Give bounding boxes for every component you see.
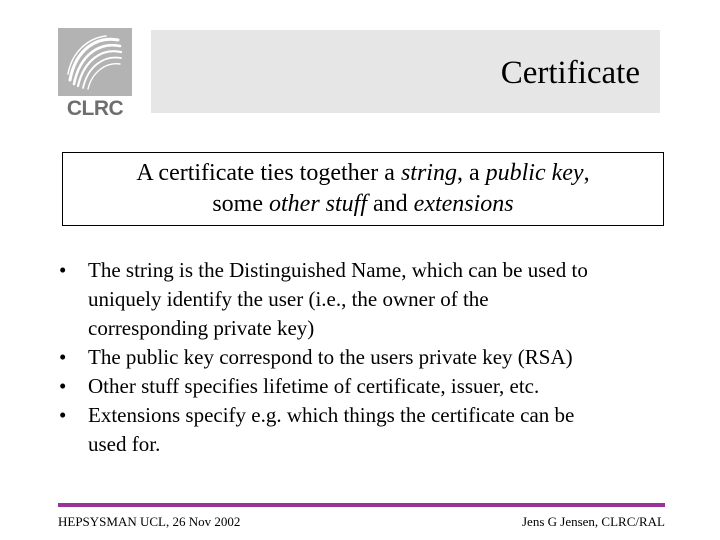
definition-box xyxy=(62,152,664,226)
definition-text: , a xyxy=(456,160,486,186)
definition-text: , xyxy=(583,160,590,186)
bullet-text-line: corresponding private key) xyxy=(88,316,315,340)
definition-text: and xyxy=(367,191,414,217)
bullet-marker: • xyxy=(59,258,67,282)
bullet-marker: • xyxy=(59,403,67,427)
bullet-text-line: used for. xyxy=(88,432,161,456)
bullet-marker: • xyxy=(59,374,67,398)
clrc-logo xyxy=(58,28,132,120)
bullet-marker: • xyxy=(59,345,67,369)
definition-line-1 xyxy=(63,158,663,189)
title-bar xyxy=(151,30,660,113)
bullet-item xyxy=(58,256,678,343)
bullet-item xyxy=(58,401,678,459)
footer-rule xyxy=(58,503,665,507)
bullet-text-line: The public key correspond to the users private key (RSA) xyxy=(88,345,573,369)
definition-term: extensions xyxy=(413,191,514,217)
bullet-item xyxy=(58,372,678,401)
bullet-list xyxy=(58,256,678,459)
definition-term: public key xyxy=(485,160,584,186)
bullet-text-line: The string is the Distinguished Name, which can be used to xyxy=(88,258,588,282)
slide-title: Certificate xyxy=(500,55,640,91)
footer-event: HEPSYSMAN UCL, 26 Nov 2002 xyxy=(58,514,241,529)
bullet-text-line: Extensions specify e.g. which things the certificate can be xyxy=(88,403,575,427)
logo-text: CLRC xyxy=(66,97,124,120)
bullet-item xyxy=(58,343,678,372)
bullet-text-line: uniquely identify the user (i.e., the owner of the xyxy=(88,287,489,311)
definition-text: A certificate ties together a xyxy=(136,160,401,186)
swirl-logo-icon xyxy=(58,28,132,96)
footer-author: Jens G Jensen, CLRC/RAL xyxy=(522,514,665,529)
definition-term: string xyxy=(400,160,457,186)
definition-term: other stuff xyxy=(269,191,368,217)
definition-text: some xyxy=(212,191,269,217)
bullet-text-line: Other stuff specifies lifetime of certificate, issuer, etc. xyxy=(88,374,540,398)
definition-line-2 xyxy=(63,189,663,220)
